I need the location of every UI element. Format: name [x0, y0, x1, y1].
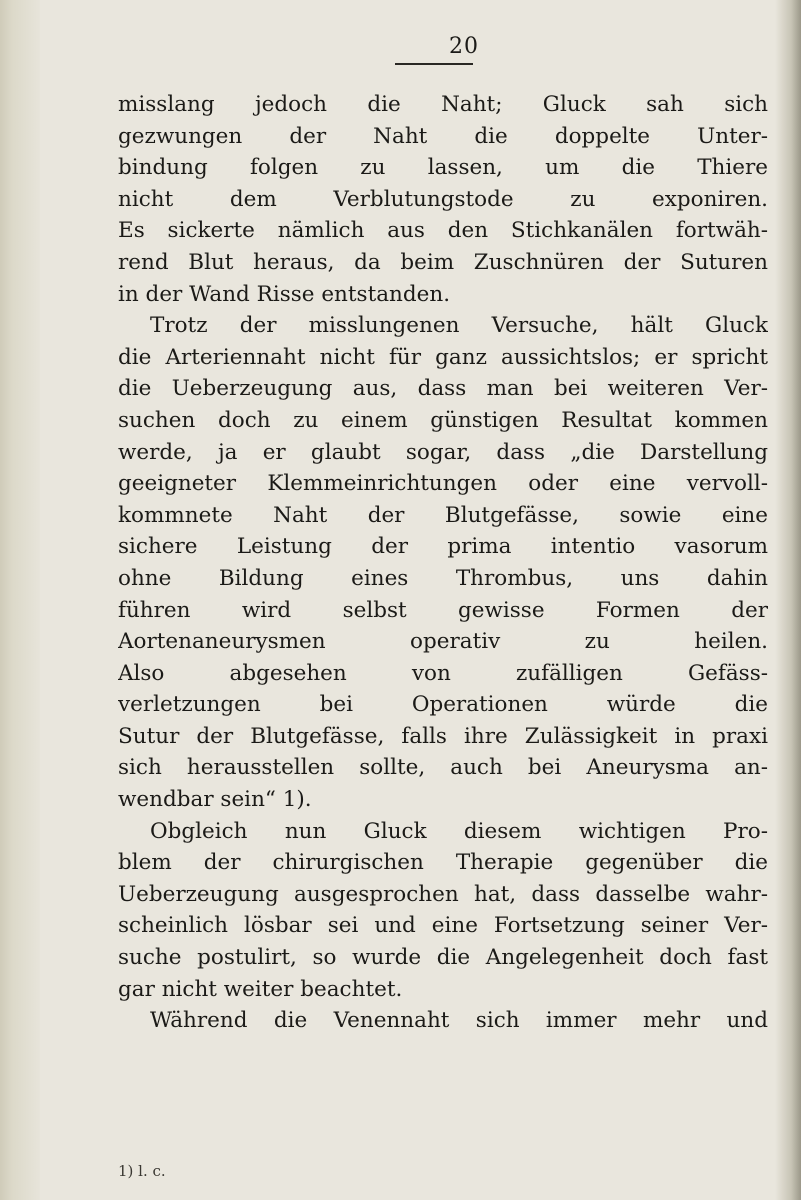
paragraph-1 — [118, 89, 768, 310]
body-text — [118, 89, 768, 1037]
text-line: suchen doch zu einem günstigen Resultat kommen — [118, 407, 768, 433]
page-number-rule — [395, 63, 473, 65]
text-line: suche postulirt, so wurde die Angelegenheit doch fast — [118, 945, 768, 971]
text-line: rend Blut heraus, da beim Zuschnüren der Suturen — [118, 249, 768, 275]
text-line: sich herausstellen sollte, auch bei Aneurysma an- — [118, 755, 768, 781]
text-line: verletzungen bei Operationen würde die — [118, 692, 768, 718]
text-line: gar nicht weiter beachtet. — [118, 976, 403, 1002]
page-number: 20 — [449, 34, 479, 59]
text-line: wendbar sein“ 1). — [118, 787, 312, 813]
text-line: Also abgesehen von zufälligen Gefäss- — [118, 660, 768, 686]
text-line: gezwungen der Naht die doppelte Unter- — [118, 123, 768, 149]
text-line: geeigneter Klemmeinrichtungen oder eine vervoll- — [118, 471, 768, 497]
text-line: die Arteriennaht nicht für ganz aussichtslos; er spricht — [118, 344, 768, 370]
text-line: Während die Venennaht sich immer mehr und — [150, 1008, 768, 1034]
footnote: 1) l. c. — [118, 1162, 166, 1180]
scan-left-edge — [0, 0, 40, 1200]
text-line: sichere Leistung der prima intentio vasorum — [118, 534, 768, 560]
text-line: Es sickerte nämlich aus den Stichkanälen fortwäh- — [118, 218, 768, 244]
text-line: Obgleich nun Gluck diesem wichtigen Pro- — [150, 818, 768, 844]
text-line: blem der chirurgischen Therapie gegenüber die — [118, 850, 768, 876]
text-line: misslang jedoch die Naht; Gluck sah sich — [118, 92, 768, 117]
text-line: Trotz der misslungenen Versuche, hält Gluck — [150, 313, 768, 339]
scan-right-edge — [775, 0, 801, 1200]
text-line: kommnete Naht der Blutgefässe, sowie eine — [118, 502, 768, 528]
book-page — [118, 34, 768, 1037]
text-line: scheinlich lösbar sei und eine Fortsetzung seiner Ver- — [118, 913, 768, 939]
text-line: werde, ja er glaubt sogar, dass „die Darstellung — [118, 439, 768, 465]
text-line: die Ueberzeugung aus, dass man bei weiteren Ver- — [118, 376, 768, 402]
paragraph-4 — [118, 1005, 768, 1037]
text-line: ohne Bildung eines Thrombus, uns dahin — [118, 565, 768, 591]
text-line: Sutur der Blutgefässe, falls ihre Zulässigkeit in praxi — [118, 723, 768, 749]
paragraph-2 — [118, 310, 768, 816]
text-line: bindung folgen zu lassen, um die Thiere — [118, 155, 768, 181]
text-line: Aortenaneurysmen operativ zu heilen. — [118, 629, 768, 655]
text-line: nicht dem Verblutungstode zu exponiren. — [118, 186, 768, 212]
text-line: Ueberzeugung ausgesprochen hat, dass dasselbe wahr- — [118, 881, 768, 907]
text-line: in der Wand Risse entstanden. — [118, 281, 451, 307]
text-line: führen wird selbst gewisse Formen der — [118, 597, 768, 623]
paragraph-3 — [118, 816, 768, 1006]
